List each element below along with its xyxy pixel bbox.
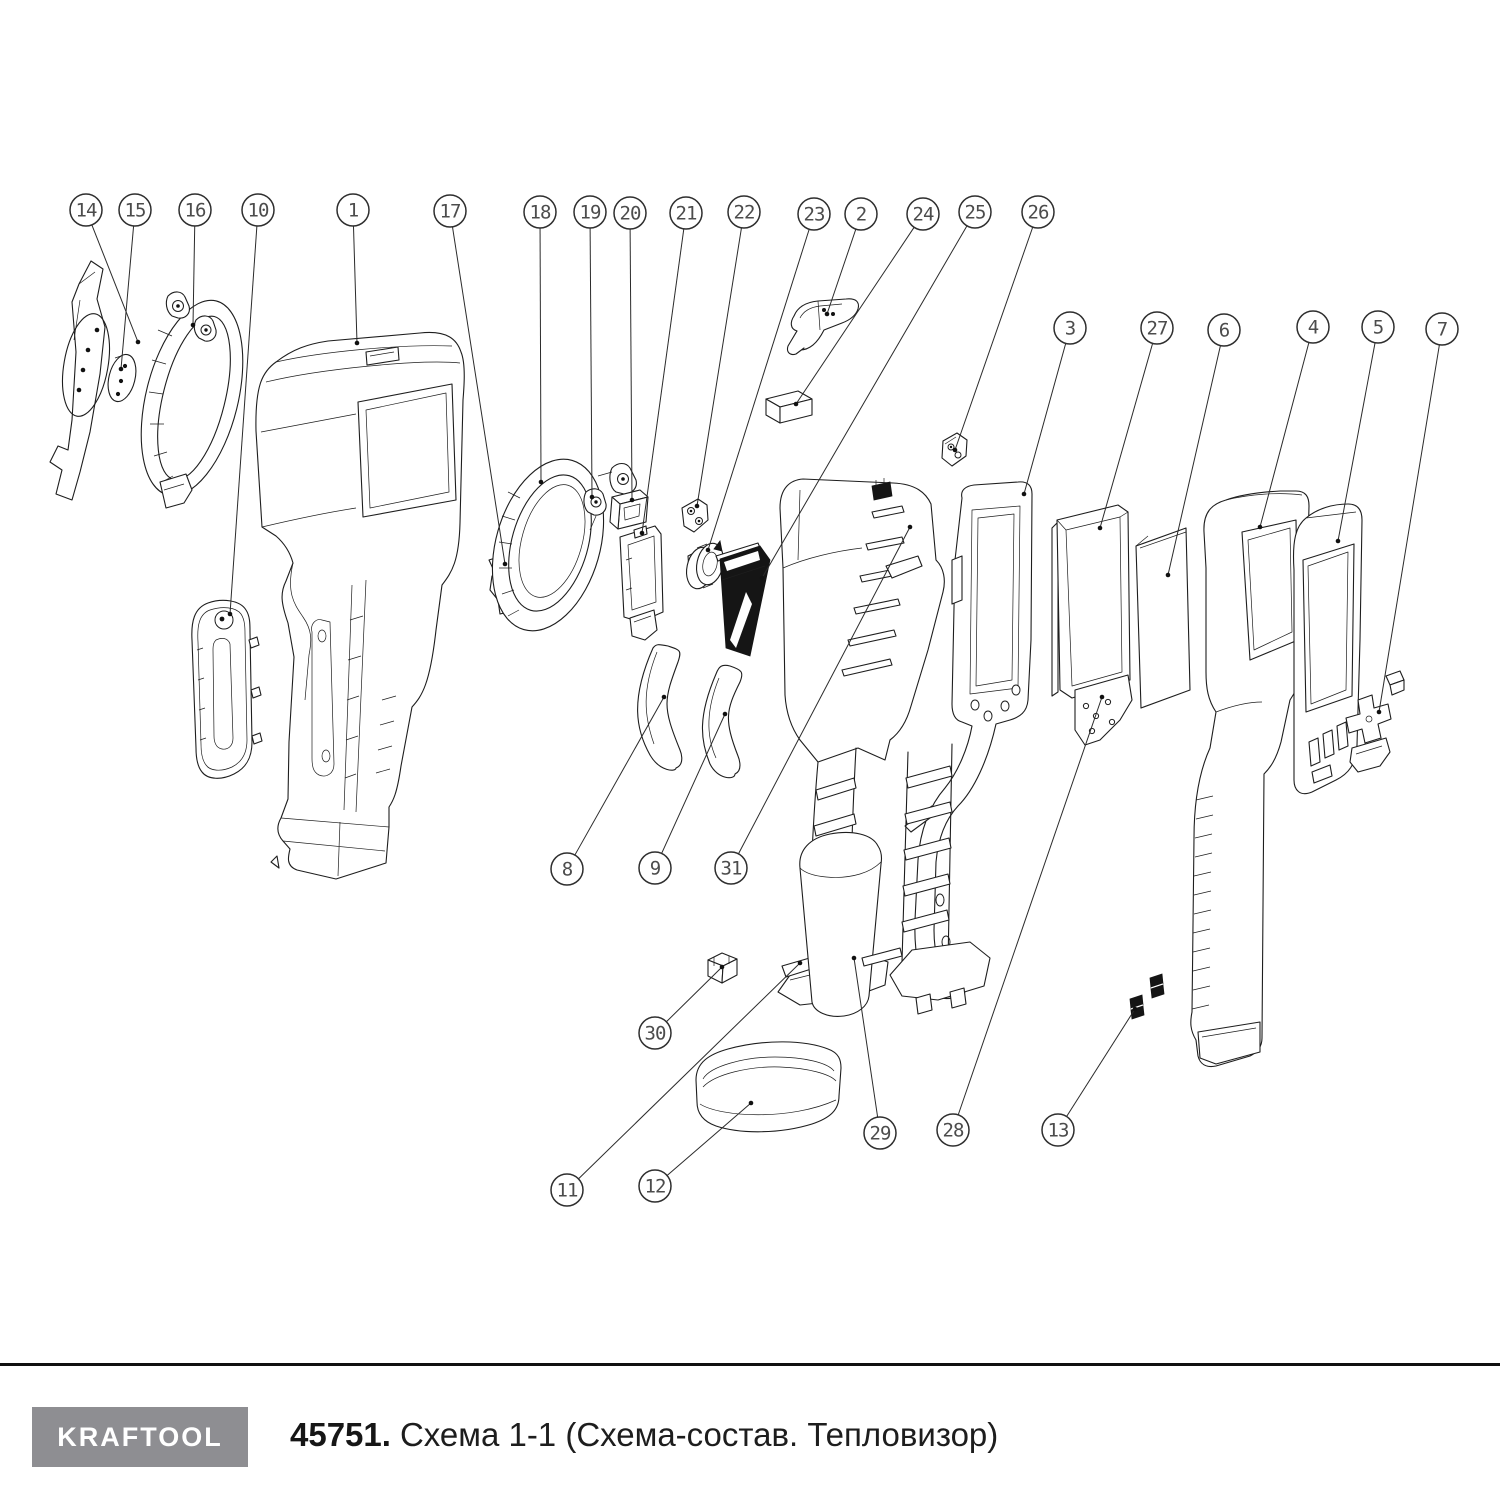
callout-15[interactable]	[119, 194, 151, 371]
svg-text:5: 5	[1372, 316, 1384, 339]
callout-18[interactable]	[524, 196, 556, 484]
scheme-title	[290, 1416, 998, 1454]
svg-text:14: 14	[75, 199, 97, 222]
part-13-screws	[1130, 974, 1164, 1019]
svg-text:20: 20	[619, 202, 641, 225]
part-16-lens-bezel	[123, 290, 261, 508]
part-12-oval-cap	[696, 1042, 841, 1132]
part-18-lens-barrel	[474, 446, 637, 644]
callout-26[interactable]	[953, 196, 1054, 452]
callout-5[interactable]	[1336, 311, 1394, 543]
svg-text:10: 10	[247, 199, 269, 222]
callout-20[interactable]	[614, 197, 646, 502]
part-20-bracket-block	[610, 490, 648, 529]
svg-text:29: 29	[869, 1122, 891, 1145]
part-14-mount-plate	[50, 261, 117, 500]
part-10-battery-door	[192, 600, 262, 778]
svg-text:21: 21	[675, 202, 697, 225]
scheme-name: Схема 1-1 (Схема-состав. Тепловизор)	[399, 1416, 999, 1453]
part-21-sensor-module	[620, 526, 663, 640]
part-8-strap	[638, 645, 682, 771]
footer-divider	[0, 1363, 1500, 1366]
callout-30[interactable]	[639, 965, 724, 1049]
svg-text:15: 15	[124, 199, 146, 222]
svg-text:24: 24	[912, 203, 934, 226]
svg-text:25: 25	[964, 201, 986, 224]
part-27-lcd-module	[1052, 505, 1132, 745]
part-24-box	[766, 391, 812, 423]
svg-text:19: 19	[579, 201, 601, 224]
svg-text:18: 18	[529, 201, 551, 224]
callout-1[interactable]	[337, 194, 369, 345]
callout-3[interactable]	[1022, 312, 1086, 496]
callout-27[interactable]	[1098, 312, 1173, 530]
svg-text:4: 4	[1307, 316, 1319, 339]
svg-text:9: 9	[649, 857, 661, 880]
svg-text:2: 2	[855, 203, 867, 226]
part-29-battery	[800, 833, 882, 1017]
svg-text:30: 30	[644, 1022, 666, 1045]
svg-text:17: 17	[439, 200, 461, 223]
svg-text:12: 12	[644, 1175, 666, 1198]
svg-text:28: 28	[942, 1119, 964, 1142]
part-9-strap	[702, 665, 741, 777]
callout-19[interactable]	[574, 196, 606, 499]
kraftool-logo	[32, 1407, 248, 1467]
callout-12[interactable]	[639, 1101, 753, 1202]
svg-text:22: 22	[733, 201, 755, 224]
callout-22[interactable]	[695, 196, 760, 508]
svg-text:26: 26	[1027, 201, 1049, 224]
svg-text:6: 6	[1218, 319, 1230, 342]
svg-text:8: 8	[561, 858, 573, 881]
svg-text:27: 27	[1146, 317, 1168, 340]
svg-text:3: 3	[1064, 317, 1076, 340]
svg-text:1: 1	[347, 199, 359, 222]
callout-21[interactable]	[640, 197, 702, 535]
svg-text:16: 16	[184, 199, 206, 222]
part-22-oval-bracket	[682, 499, 708, 532]
svg-text:7: 7	[1436, 318, 1448, 341]
callout-13[interactable]	[1042, 1007, 1137, 1146]
part-number: 45751.	[290, 1416, 391, 1453]
part-1-front-housing	[256, 332, 464, 879]
svg-text:23: 23	[803, 203, 825, 226]
part-4-rear-housing	[1191, 491, 1309, 1067]
svg-text:11: 11	[556, 1179, 578, 1202]
svg-text:13: 13	[1047, 1119, 1069, 1142]
brand-text: KRAFTOOL	[57, 1421, 223, 1452]
svg-text:31: 31	[720, 857, 742, 880]
part-25-flex-cable	[716, 543, 770, 656]
callout-7[interactable]	[1377, 313, 1458, 714]
part-6-protective-sheet	[1136, 528, 1190, 708]
